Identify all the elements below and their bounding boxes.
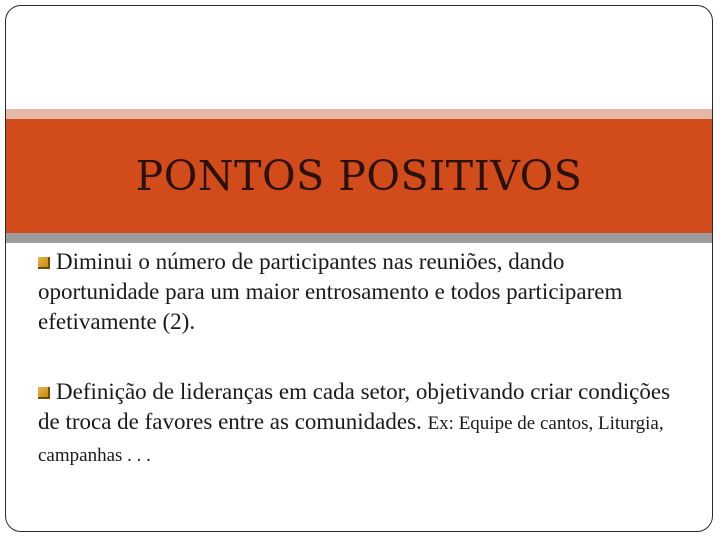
bullet-text: Diminui o número de participantes nas reuniões, dando oportunidade para um maior entrosamento e todos participarem efetivamente (2). (38, 249, 623, 334)
square-bullet-icon (38, 257, 50, 269)
slide-title: PONTOS POSITIVOS (135, 152, 583, 200)
title-band-top-stripe (6, 109, 712, 119)
title-band-bottom-stripe (6, 233, 712, 243)
bullet-item (38, 377, 688, 471)
slide-content (38, 247, 688, 511)
bullet-item (38, 247, 688, 337)
bullet-example-text: Ex: Equipe de cantos, Liturgia, campanhas . . . (38, 413, 664, 466)
bullet-text: Definição de lideranças em cada setor, objetivando criar condições de troca de favores entre as comunidades. (38, 379, 671, 434)
square-bullet-icon (38, 387, 50, 399)
